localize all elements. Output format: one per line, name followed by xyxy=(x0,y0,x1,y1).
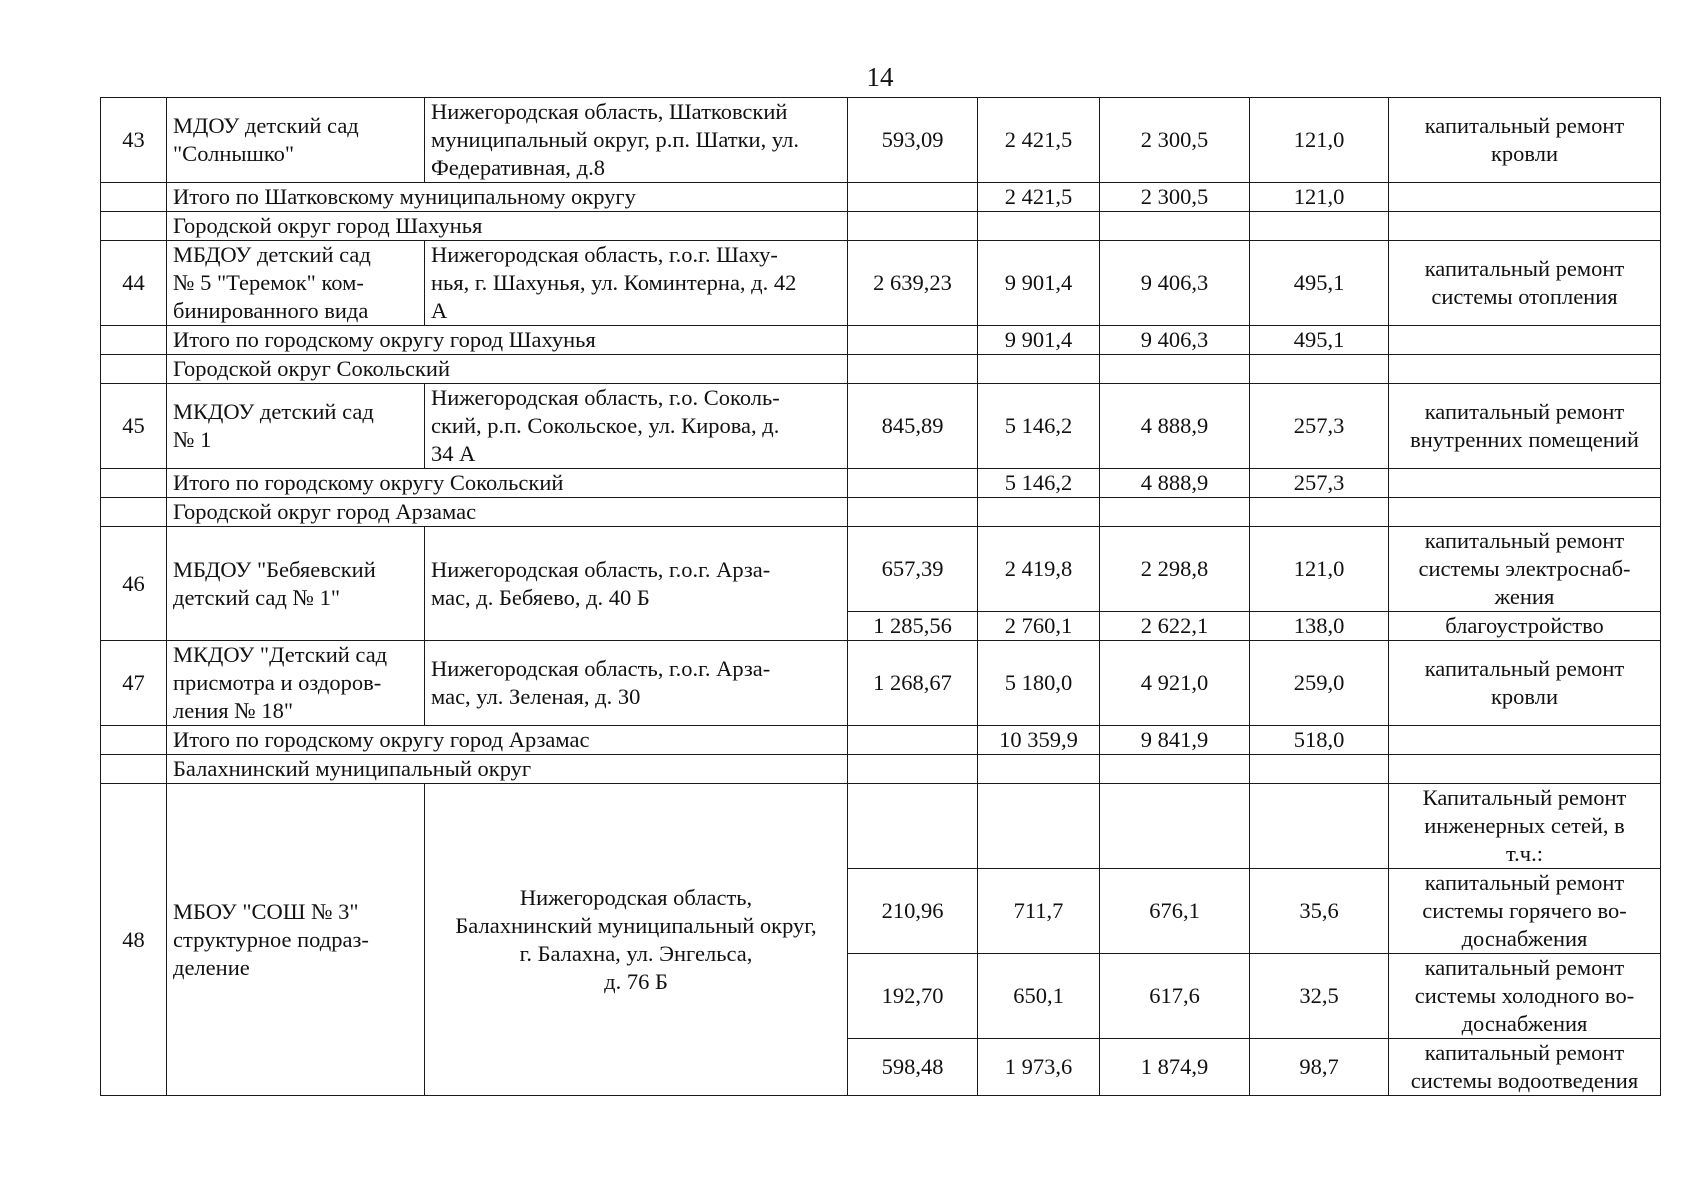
section-title: Балахнинский муниципальный округ xyxy=(167,755,848,784)
area-cell: 2 639,23 xyxy=(848,241,978,326)
work-type xyxy=(1389,384,1661,469)
federal-cell: 676,1 xyxy=(1100,869,1250,954)
work-type-line: капитальный ремонт xyxy=(1424,1040,1625,1065)
section-title: Городской округ город Арзамас xyxy=(167,498,848,527)
total-cell: 5 180,0 xyxy=(978,641,1100,726)
empty-cell xyxy=(978,212,1100,241)
work-type-line: капитальный ремонт xyxy=(1424,656,1625,681)
area-cell xyxy=(848,784,978,869)
subtotal-row xyxy=(101,469,1661,498)
work-type xyxy=(1389,612,1661,641)
row-number-cell xyxy=(101,469,167,498)
federal-cell: 2 298,8 xyxy=(1100,527,1250,612)
item-row xyxy=(101,384,1661,469)
work-type-line: т.ч.: xyxy=(1506,841,1543,866)
federal-cell: 4 888,9 xyxy=(1100,384,1250,469)
section-row xyxy=(101,498,1661,527)
federal-cell: 9 406,3 xyxy=(1100,241,1250,326)
institution-address-line: мас, ул. Зеленая, д. 30 xyxy=(431,684,641,709)
local-cell: 495,1 xyxy=(1250,326,1389,355)
area-cell: 657,39 xyxy=(848,527,978,612)
empty-cell xyxy=(848,212,978,241)
institution-address-line: д. 76 Б xyxy=(604,968,668,994)
work-type-line: кровли xyxy=(1490,141,1559,166)
area-cell: 593,09 xyxy=(848,98,978,183)
total-cell: 10 359,9 xyxy=(978,726,1100,755)
local-cell: 35,6 xyxy=(1250,869,1389,954)
local-cell: 121,0 xyxy=(1250,527,1389,612)
local-cell: 121,0 xyxy=(1250,183,1389,212)
area-cell: 1 285,56 xyxy=(848,612,978,641)
row-number-cell xyxy=(101,755,167,784)
institution-address-line: 34 А xyxy=(431,441,476,466)
federal-cell: 1 874,9 xyxy=(1100,1039,1250,1096)
work-cell xyxy=(1389,326,1661,355)
work-type-line: капитальный ремонт xyxy=(1424,528,1625,553)
area-cell xyxy=(848,183,978,212)
federal-cell: 4 921,0 xyxy=(1100,641,1250,726)
empty-cell xyxy=(978,755,1100,784)
federal-cell: 9 406,3 xyxy=(1100,326,1250,355)
empty-cell xyxy=(848,755,978,784)
institution-name-line: МКДОУ детский сад xyxy=(173,399,374,424)
work-type-line: капитальный ремонт xyxy=(1424,870,1625,895)
institution-address-line: Нижегородская область, г.о.г. Шаху- xyxy=(431,242,778,267)
empty-cell xyxy=(1100,355,1250,384)
institution-address-line: Нижегородская область, г.о.г. Арза- xyxy=(431,656,771,681)
empty-cell xyxy=(1100,212,1250,241)
area-cell: 598,48 xyxy=(848,1039,978,1096)
institution-name-line: детский сад № 1" xyxy=(173,584,341,610)
total-cell xyxy=(978,784,1100,869)
work-type xyxy=(1389,784,1661,869)
work-type-line: системы электроснаб- xyxy=(1418,556,1631,581)
local-cell: 98,7 xyxy=(1250,1039,1389,1096)
work-type-line: капитальный ремонт xyxy=(1424,256,1625,281)
item-row xyxy=(101,784,1661,869)
row-number: 46 xyxy=(101,527,167,641)
federal-cell: 617,6 xyxy=(1100,954,1250,1039)
row-number: 45 xyxy=(101,384,167,469)
institution-name-line: МБОУ "СОШ № 3" xyxy=(173,898,359,924)
institution-name-line: присмотра и оздоров- xyxy=(173,670,382,695)
institution-address-line: мас, д. Бебяево, д. 40 Б xyxy=(431,584,650,610)
work-type-line: системы горячего во- xyxy=(1422,898,1627,923)
institution-address-line: А xyxy=(431,298,448,323)
empty-cell xyxy=(978,355,1100,384)
local-cell: 138,0 xyxy=(1250,612,1389,641)
row-number-cell xyxy=(101,498,167,527)
row-number: 47 xyxy=(101,641,167,726)
institution-address xyxy=(425,98,848,183)
row-number: 48 xyxy=(101,784,167,1096)
work-cell xyxy=(1389,469,1661,498)
institution-address-line: муниципальный округ, р.п. Шатки, ул. xyxy=(431,127,799,152)
institution-address xyxy=(425,641,848,726)
institution-address xyxy=(425,784,848,1096)
institution-name-line: № 5 "Теремок" ком- xyxy=(173,270,364,295)
federal-cell: 9 841,9 xyxy=(1100,726,1250,755)
row-number-cell xyxy=(101,212,167,241)
area-cell xyxy=(848,726,978,755)
work-type xyxy=(1389,641,1661,726)
empty-cell xyxy=(1250,355,1389,384)
work-type xyxy=(1389,954,1661,1039)
total-cell: 2 421,5 xyxy=(978,183,1100,212)
area-cell xyxy=(848,326,978,355)
institution-address-line: г. Балахна, ул. Энгельса, xyxy=(519,940,753,966)
work-type-line: Капитальный ремонт xyxy=(1422,785,1627,810)
institution-address xyxy=(425,384,848,469)
empty-cell xyxy=(1389,212,1661,241)
row-number: 43 xyxy=(101,98,167,183)
work-type-line: капитальный ремонт xyxy=(1424,399,1625,424)
total-cell: 1 973,6 xyxy=(978,1039,1100,1096)
work-type-line: системы отопления xyxy=(1431,284,1618,309)
item-row xyxy=(101,241,1661,326)
institution-name-line: МБДОУ детский сад xyxy=(173,242,371,267)
empty-cell xyxy=(1389,755,1661,784)
subtotal-label: Итого по городскому округу город Арзамас xyxy=(167,726,848,755)
institution-name-line: структурное подраз- xyxy=(173,926,369,952)
subtotal-row xyxy=(101,183,1661,212)
local-cell: 257,3 xyxy=(1250,384,1389,469)
institution-address-line: Нижегородская область, г.о.г. Арза- xyxy=(431,556,771,582)
federal-cell: 2 300,5 xyxy=(1100,183,1250,212)
total-cell: 5 146,2 xyxy=(978,469,1100,498)
work-type-line: жения xyxy=(1494,584,1555,609)
federal-cell xyxy=(1100,784,1250,869)
work-type-line: внутренних помещений xyxy=(1410,427,1639,452)
item-row xyxy=(101,98,1661,183)
work-cell xyxy=(1389,183,1661,212)
institution-name-line: МБДОУ "Бебяевский xyxy=(173,556,376,582)
subtotal-row xyxy=(101,726,1661,755)
institution-name xyxy=(167,784,425,1096)
section-row xyxy=(101,355,1661,384)
total-cell: 2 421,5 xyxy=(978,98,1100,183)
total-cell: 2 760,1 xyxy=(978,612,1100,641)
institution-address-line: Нижегородская область, г.о. Соколь- xyxy=(431,385,780,410)
federal-cell: 4 888,9 xyxy=(1100,469,1250,498)
empty-cell xyxy=(1100,498,1250,527)
row-number-cell xyxy=(101,355,167,384)
institution-address-line: Нижегородская область, Шатковский xyxy=(431,99,788,124)
total-cell: 9 901,4 xyxy=(978,326,1100,355)
empty-cell xyxy=(848,355,978,384)
work-type-line: доснабжения xyxy=(1461,1011,1588,1036)
institution-name-line: ления № 18" xyxy=(173,698,294,723)
work-type-line: системы холодного во- xyxy=(1414,983,1635,1008)
empty-cell xyxy=(1250,212,1389,241)
institution-address-line: ский, р.п. Сокольское, ул. Кирова, д. xyxy=(431,413,780,438)
institution-name-line: деление xyxy=(173,954,250,980)
institution-name-line: МКДОУ "Детский сад xyxy=(173,642,388,667)
local-cell: 121,0 xyxy=(1250,98,1389,183)
row-number-cell xyxy=(101,726,167,755)
work-type-line: благоустройство xyxy=(1445,613,1604,638)
institution-name xyxy=(167,241,425,326)
section-row xyxy=(101,755,1661,784)
row-number-cell xyxy=(101,326,167,355)
area-cell: 845,89 xyxy=(848,384,978,469)
work-type xyxy=(1389,1039,1661,1096)
total-cell: 2 419,8 xyxy=(978,527,1100,612)
section-title: Городской округ Сокольский xyxy=(167,355,848,384)
empty-cell xyxy=(1389,498,1661,527)
section-title: Городской округ город Шахунья xyxy=(167,212,848,241)
institution-name-line: МДОУ детский сад xyxy=(173,113,359,138)
subtotal-label: Итого по Шатковскому муниципальному округу xyxy=(167,183,848,212)
local-cell: 257,3 xyxy=(1250,469,1389,498)
empty-cell xyxy=(978,498,1100,527)
work-type xyxy=(1389,241,1661,326)
work-cell xyxy=(1389,726,1661,755)
facilities-table xyxy=(100,97,1661,1096)
work-type-line: кровли xyxy=(1490,684,1559,709)
institution-name-line: "Солнышко" xyxy=(173,141,295,166)
total-cell: 5 146,2 xyxy=(978,384,1100,469)
institution-address-line: Федеративная, д.8 xyxy=(431,155,606,180)
institution-name xyxy=(167,641,425,726)
local-cell: 518,0 xyxy=(1250,726,1389,755)
page-number: 14 xyxy=(866,62,894,92)
work-type-line: системы водоотведения xyxy=(1410,1068,1639,1093)
work-type xyxy=(1389,98,1661,183)
area-cell: 210,96 xyxy=(848,869,978,954)
empty-cell xyxy=(848,498,978,527)
institution-name xyxy=(167,527,425,641)
total-cell: 9 901,4 xyxy=(978,241,1100,326)
empty-cell xyxy=(1100,755,1250,784)
work-type-line: инженерных сетей, в xyxy=(1424,813,1625,838)
subtotal-label: Итого по городскому округу город Шахунья xyxy=(167,326,848,355)
total-cell: 650,1 xyxy=(978,954,1100,1039)
institution-name xyxy=(167,98,425,183)
empty-cell xyxy=(1250,498,1389,527)
local-cell xyxy=(1250,784,1389,869)
work-type xyxy=(1389,869,1661,954)
local-cell: 259,0 xyxy=(1250,641,1389,726)
institution-name-line: бинированного вида xyxy=(173,298,369,323)
institution-name xyxy=(167,384,425,469)
area-cell: 192,70 xyxy=(848,954,978,1039)
section-row xyxy=(101,212,1661,241)
total-cell: 711,7 xyxy=(978,869,1100,954)
item-row xyxy=(101,527,1661,612)
table-body xyxy=(101,98,1661,1096)
work-type-line: капитальный ремонт xyxy=(1424,113,1625,138)
institution-address-line: нья, г. Шахунья, ул. Коминтерна, д. 42 xyxy=(431,270,797,295)
institution-address-line: Балахнинский муниципальный округ, xyxy=(455,912,817,938)
item-row xyxy=(101,641,1661,726)
federal-cell: 2 622,1 xyxy=(1100,612,1250,641)
area-cell xyxy=(848,469,978,498)
area-cell: 1 268,67 xyxy=(848,641,978,726)
institution-address xyxy=(425,241,848,326)
institution-address xyxy=(425,527,848,641)
federal-cell: 2 300,5 xyxy=(1100,98,1250,183)
local-cell: 32,5 xyxy=(1250,954,1389,1039)
work-type-line: доснабжения xyxy=(1461,926,1588,951)
institution-name-line: № 1 xyxy=(173,427,212,452)
subtotal-label: Итого по городскому округу Сокольский xyxy=(167,469,848,498)
row-number-cell xyxy=(101,183,167,212)
institution-address-line: Нижегородская область, xyxy=(519,884,753,910)
work-type-line: капитальный ремонт xyxy=(1424,955,1625,980)
local-cell: 495,1 xyxy=(1250,241,1389,326)
subtotal-row xyxy=(101,326,1661,355)
empty-cell xyxy=(1389,355,1661,384)
work-type xyxy=(1389,527,1661,612)
empty-cell xyxy=(1250,755,1389,784)
row-number: 44 xyxy=(101,241,167,326)
